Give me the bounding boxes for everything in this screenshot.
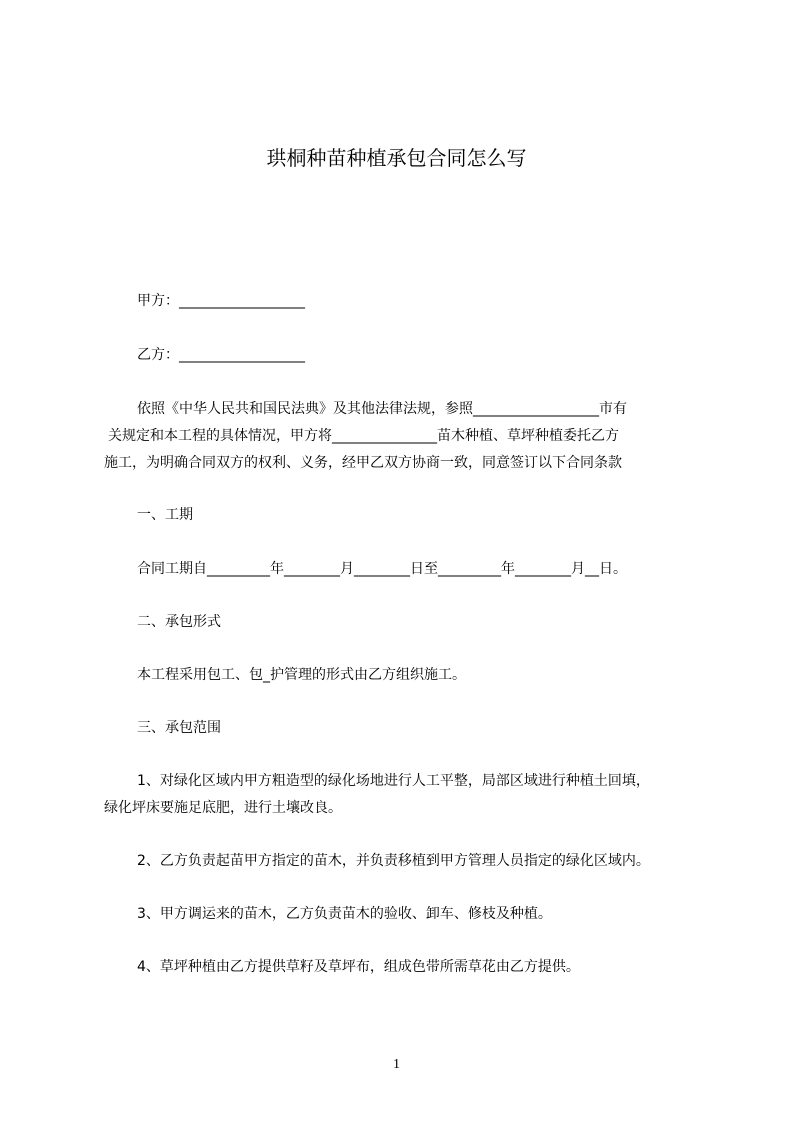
section-2-text: 本工程采用包工、包_护管理的形式由乙方组织施工。 bbox=[137, 667, 466, 683]
section-3-heading: 三、承包范围 bbox=[137, 720, 221, 736]
section-3-item-1-line-1: 1、对绿化区域内甲方粗造型的绿化场地进行人工平整，局部区域进行种植土回填， bbox=[137, 773, 650, 789]
section-3-item-3: 3、甲方调运来的苗木，乙方负责苗木的验收、卸车、修枝及种植。 bbox=[137, 906, 552, 922]
section-3-item-1-line-2: 绿化坪床要施足底肥，进行土壤改良。 bbox=[104, 800, 342, 816]
document-title: 珙桐种苗种植承包合同怎么写 bbox=[266, 146, 527, 170]
intro-line-3: 施工，为明确合同双方的权利、义务，经甲乙双方协商一致，同意签订以下合同条款 bbox=[104, 455, 622, 471]
intro-line-2: 关规定和本工程的具体情况，甲方将_______________苗木种植、草坪种植委托乙方 bbox=[108, 428, 619, 444]
section-3-item-4: 4、草坪种植由乙方提供草籽及草坪布，组成色带所需草花由乙方提供。 bbox=[137, 959, 580, 975]
page-number: 1 bbox=[393, 1057, 400, 1072]
party-b-line: 乙方：__________________ bbox=[137, 347, 305, 363]
section-1-text: 合同工期自_________年________月________日至_________年________月__日。 bbox=[137, 561, 627, 577]
section-2-heading: 二、承包形式 bbox=[137, 614, 221, 630]
intro-line-1: 依照《中华人民共和国民法典》及其他法律法规，参照__________________市有 bbox=[137, 401, 627, 417]
party-a-line: 甲方：__________________ bbox=[137, 293, 305, 309]
section-3-item-2: 2、乙方负责起苗甲方指定的苗木，并负责移植到甲方管理人员指定的绿化区域内。 bbox=[137, 853, 650, 869]
section-1-heading: 一、工期 bbox=[137, 507, 193, 523]
